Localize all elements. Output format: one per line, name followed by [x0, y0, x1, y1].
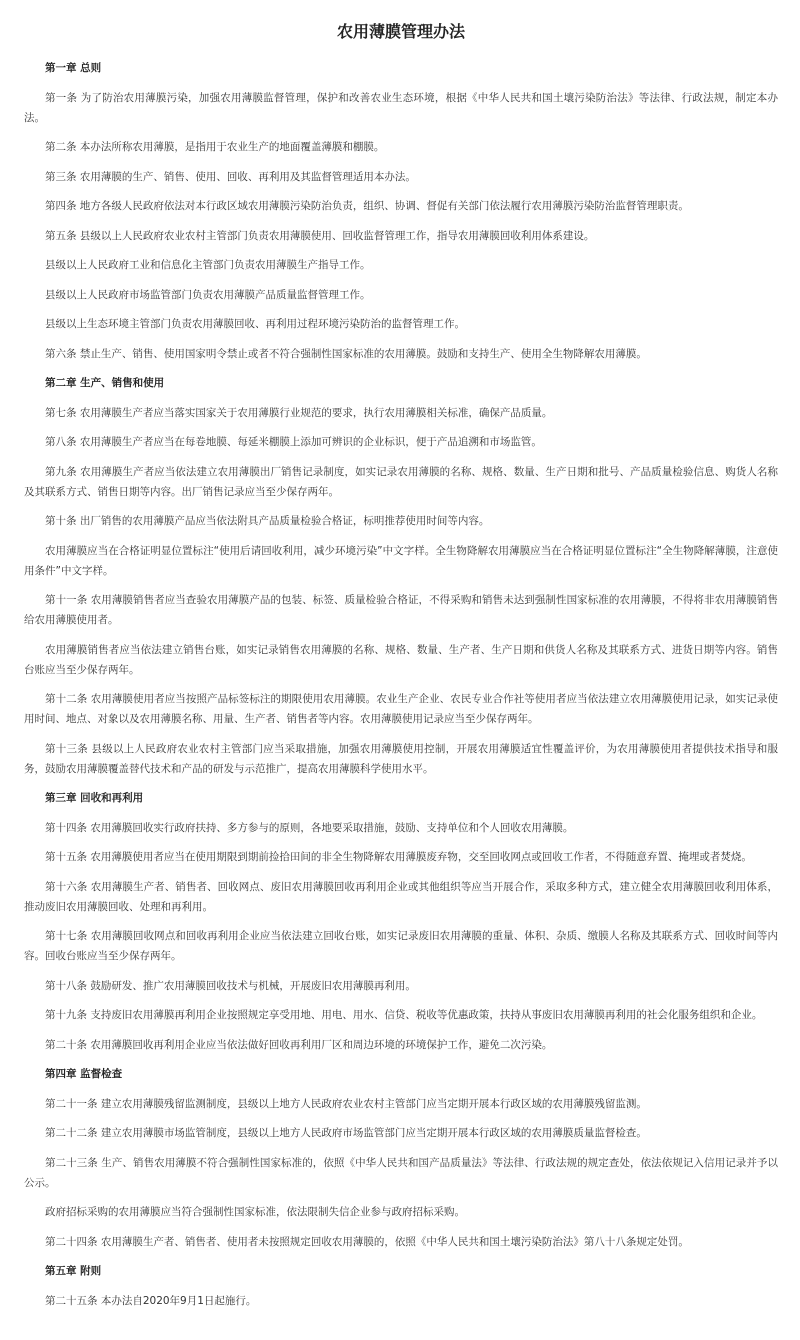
article-paragraph: 第十九条 支持废旧农用薄膜再利用企业按照规定享受用地、用电、用水、信贷、税收等优惠政策，扶持从事废旧农用薄膜再利用的社会化服务组织和企业。 [45, 1009, 763, 1021]
chapter-heading: 第三章 回收和再利用 [45, 792, 144, 804]
article-paragraph: 第二十五条 本办法自2020年9月1日起施行。 [45, 1294, 257, 1307]
chapter-heading: 第四章 监督检查 [45, 1068, 123, 1080]
article-paragraph: 第十七条 农用薄膜回收网点和回收再利用企业应当依法建立回收台账，如实记录废旧农用薄膜的重量、体积、杂质、缴膜人名称及其联系方式、回收时间等内容。回收台账应当至少保存两年。 [24, 930, 778, 962]
article-paragraph: 第二十三条 生产、销售农用薄膜不符合强制性国家标准的，依照《中华人民共和国产品质量法》等法律、行政法规的规定查处，依法依规记入信用记录并予以公示。 [24, 1156, 778, 1189]
document-body [24, 58, 778, 1311]
article-paragraph: 第二条 本办法所称农用薄膜，是指用于农业生产的地面覆盖薄膜和棚膜。 [45, 141, 385, 153]
article-paragraph: 第一条 为了防治农用薄膜污染，加强农用薄膜监督管理，保护和改善农业生态环境，根据《中华人民共和国土壤污染防治法》等法律、行政法规，制定本办法。 [24, 91, 778, 124]
article-paragraph: 第六条 禁止生产、销售、使用国家明令禁止或者不符合强制性国家标准的农用薄膜。鼓励和支持生产、使用全生物降解农用薄膜。 [45, 347, 647, 360]
article-paragraph: 第十六条 农用薄膜生产者、销售者、回收网点、废旧农用薄膜回收再利用企业或其他组织等应当开展合作，采取多种方式，建立健全农用薄膜回收利用体系，推动废旧农用薄膜回收、处理和再利用。 [24, 880, 778, 913]
article-paragraph: 农用薄膜销售者应当依法建立销售台账，如实记录销售农用薄膜的名称、规格、数量、生产者、生产日期和供货人名称及其联系方式、进货日期等内容。销售台账应当至少保存两年。 [24, 643, 778, 676]
article-paragraph: 第八条 农用薄膜生产者应当在每卷地膜、每延米棚膜上添加可辨识的企业标识，便于产品追溯和市场监管。 [45, 436, 542, 448]
article-paragraph: 第十五条 农用薄膜使用者应当在使用期限到期前捡拾田间的非全生物降解农用薄膜废弃物，交至回收网点或回收工作者，不得随意弃置、掩埋或者焚烧。 [45, 851, 752, 863]
article-paragraph: 第十三条 县级以上人民政府农业农村主管部门应当采取措施，加强农用薄膜使用控制，开展农用薄膜适宜性覆盖评价，为农用薄膜使用者提供技术指导和服务，鼓励农用薄膜覆盖替代技术和产品的研发与示范推广，提高农用薄膜科学使用水平。 [24, 742, 778, 775]
chapter-heading: 第二章 生产、销售和使用 [45, 377, 165, 389]
article-paragraph: 第二十条 农用薄膜回收再利用企业应当依法做好回收再利用厂区和周边环境的环境保护工作，避免二次污染。 [45, 1038, 553, 1051]
article-paragraph: 县级以上生态环境主管部门负责农用薄膜回收、再利用过程环境污染防治的监督管理工作。 [45, 318, 465, 330]
article-paragraph: 第三条 农用薄膜的生产、销售、使用、回收、再利用及其监督管理适用本办法。 [45, 170, 416, 183]
article-paragraph: 第七条 农用薄膜生产者应当落实国家关于农用薄膜行业规范的要求，执行农用薄膜相关标准，确保产品质量。 [45, 406, 553, 419]
chapter-heading: 第一章 总则 [45, 62, 102, 74]
article-paragraph: 第五条 县级以上人民政府农业农村主管部门负责农用薄膜使用、回收监督管理工作，指导农用薄膜回收利用体系建设。 [45, 229, 595, 242]
article-paragraph: 第十八条 鼓励研发、推广农用薄膜回收技术与机械，开展废旧农用薄膜再利用。 [45, 979, 416, 992]
article-paragraph: 县级以上人民政府工业和信息化主管部门负责农用薄膜生产指导工作。 [45, 259, 371, 271]
article-paragraph: 县级以上人民政府市场监管部门负责农用薄膜产品质量监督管理工作。 [45, 288, 371, 301]
article-paragraph: 政府招标采购的农用薄膜应当符合强制性国家标准，依法限制失信企业参与政府招标采购。 [45, 1206, 465, 1218]
article-paragraph: 第十一条 农用薄膜销售者应当查验农用薄膜产品的包装、标签、质量检验合格证，不得采购和销售未达到强制性国家标准的农用薄膜，不得将非农用薄膜销售给农用薄膜使用者。 [24, 594, 778, 626]
article-paragraph: 第十四条 农用薄膜回收实行政府扶持、多方参与的原则，各地要采取措施，鼓励、支持单位和个人回收农用薄膜。 [45, 821, 574, 834]
document-title: 农用薄膜管理办法 [336, 22, 465, 41]
article-paragraph: 第二十一条 建立农用薄膜残留监测制度，县级以上地方人民政府农业农村主管部门应当定期开展本行政区域的农用薄膜残留监测。 [45, 1097, 647, 1110]
article-paragraph: 第二十四条 农用薄膜生产者、销售者、使用者未按照规定回收农用薄膜的，依照《中华人民共和国土壤污染防治法》第八十八条规定处罚。 [45, 1235, 689, 1248]
chapter-heading: 第五章 附则 [45, 1265, 102, 1277]
article-paragraph: 第二十二条 建立农用薄膜市场监管制度，县级以上地方人民政府市场监管部门应当定期开展本行政区域的农用薄膜质量监督检查。 [45, 1127, 647, 1139]
article-paragraph: 第十二条 农用薄膜使用者应当按照产品标签标注的期限使用农用薄膜。农业生产企业、农民专业合作社等使用者应当依法建立农用薄膜使用记录，如实记录使用时间、地点、对象以及农用薄膜名称、用量、生产者、销售者等内容。农用薄膜使用记录应当至少保存两年。 [24, 693, 778, 725]
article-paragraph: 第四条 地方各级人民政府依法对本行政区域农用薄膜污染防治负责，组织、协调、督促有关部门依法履行农用薄膜污染防治监督管理职责。 [45, 200, 689, 212]
article-paragraph: 第九条 农用薄膜生产者应当依法建立农用薄膜出厂销售记录制度，如实记录农用薄膜的名称、规格、数量、生产日期和批号、产品质量检验信息、购货人名称及其联系方式、销售日期等内容。出厂销售记录应当至少保存两年。 [24, 465, 778, 498]
article-paragraph: 农用薄膜应当在合格证明显位置标注“使用后请回收利用，减少环境污染”中文字样。全生物降解农用薄膜应当在合格证明显位置标注“全生物降解薄膜，注意使用条件”中文字样。 [24, 544, 778, 577]
article-paragraph: 第十条 出厂销售的农用薄膜产品应当依法附具产品质量检验合格证，标明推荐使用时间等内容。 [45, 515, 490, 527]
